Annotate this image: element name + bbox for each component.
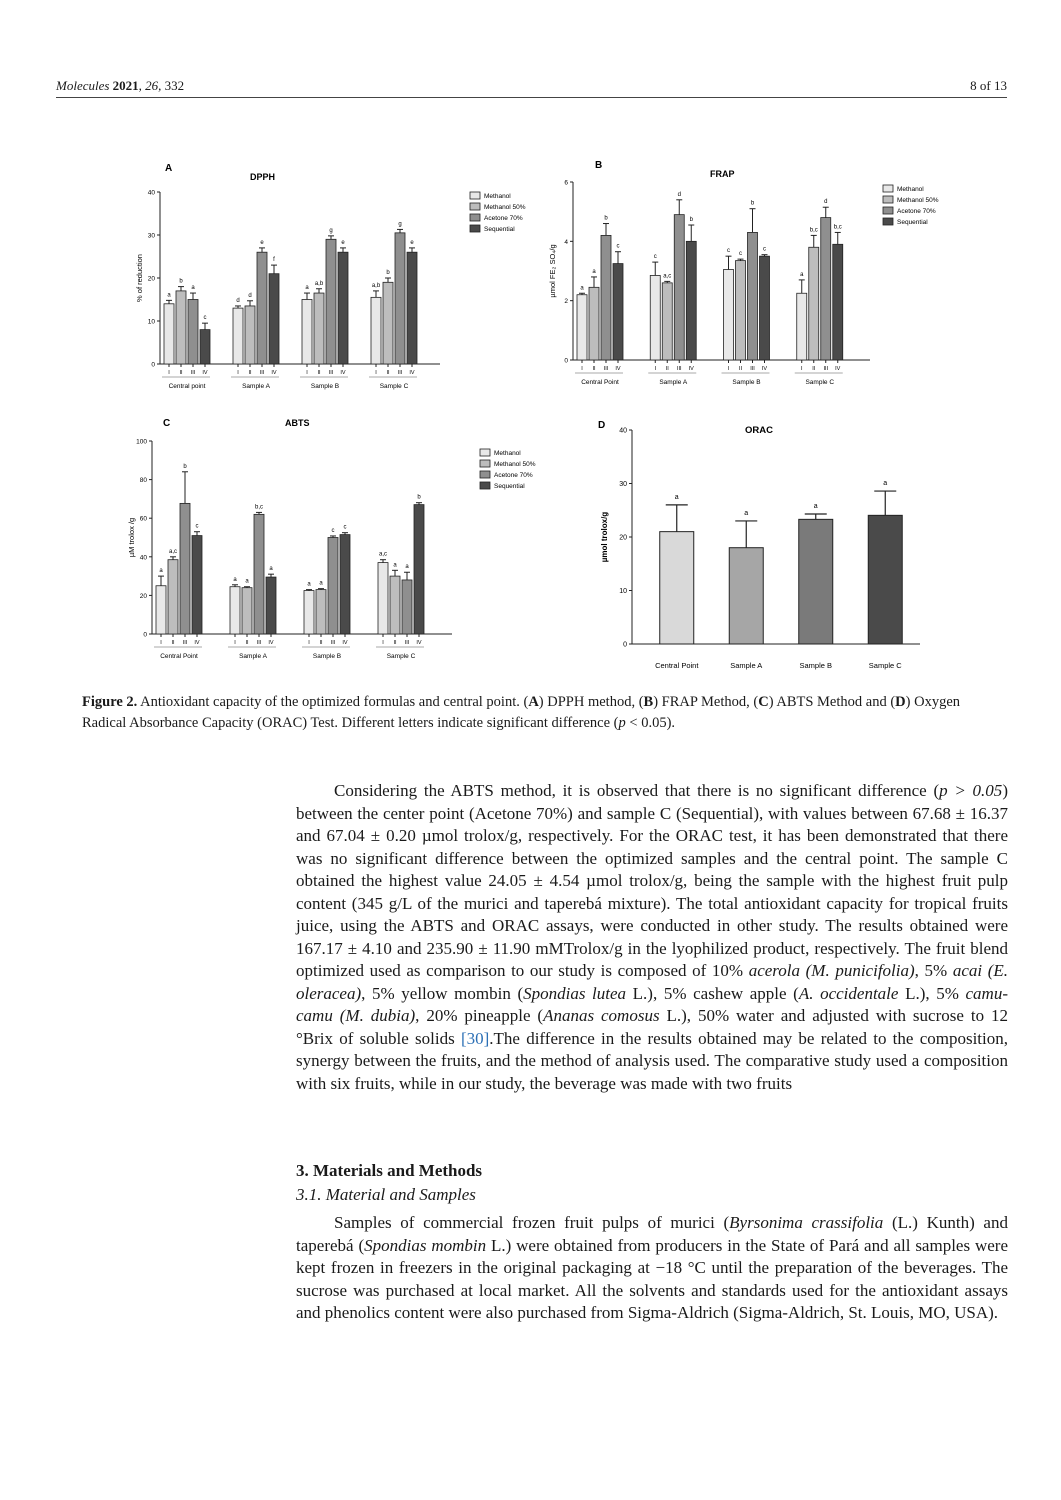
x-tick-label: III [259,370,265,376]
legend-swatch [480,482,490,489]
bar [242,588,252,634]
bar [662,283,672,360]
significance-letter: a [233,576,237,583]
y-tick-label: 4 [564,238,568,246]
x-tick-label: II [812,366,816,372]
significance-letter: a [167,292,171,299]
significance-letter: c [763,246,766,253]
y-tick-label: 0 [623,641,627,649]
x-tick-label: I [306,370,308,376]
x-tick-label: II [317,370,321,376]
x-tick-label: IV [615,366,621,372]
x-tick-label: II [386,370,390,376]
panel-letter: B [595,160,603,171]
bar [390,576,400,634]
y-tick-label: 60 [139,515,147,523]
significance-letter: c [331,527,335,534]
significance-letter: c [203,315,207,322]
significance-letter: a [744,509,749,517]
x-tick-label: IV [416,640,422,646]
legend-swatch [470,192,480,199]
journal-volume: 26 [145,78,159,93]
significance-letter: a [191,285,195,292]
y-axis-label: µM trolox /g [127,517,136,558]
bar [799,519,833,644]
bar [176,291,186,364]
y-tick-label: 20 [619,534,627,542]
x-tick-label: IV [271,370,277,376]
bar [371,297,381,364]
bar [257,252,267,364]
significance-letter: e [260,239,264,246]
group-label: Sample A [659,379,688,386]
bar [168,560,178,634]
y-tick-label: 30 [147,232,155,240]
bar [833,244,843,360]
significance-letter: c [616,243,620,250]
x-tick-label: III [256,640,262,646]
x-tick-label: IV [194,640,200,646]
bar [589,287,599,360]
bar [230,587,240,634]
legend-label: Sequential [897,219,928,226]
group-label: Sample C [386,653,416,660]
legend-label: Methanol 50% [897,197,939,204]
chart-panel-b-frap [548,160,975,405]
bar [266,577,276,634]
bar [724,270,734,360]
x-tick-label: III [182,640,188,646]
bar [254,514,264,634]
paragraph-1-text: Considering the ABTS method, it is observed that there is no significant difference (p > 0.05) between the center point (Acetone 70%) and sample C (Sequential), with values between 67.68 ± 16.37 and 67.04 ± 0.20 µmol trolox/g, respectively. For the ORAC test, it has been demonstrated that there was no significant difference between the optimized samples and the central point. The sample C obtained the highest value 24.05 ± 4.54 µmol trolox/g, being the sample with the highest fruit pulp content (345 g/L of the murici and taperebá mixture). The total antioxidant capacity for tropical fruits juice, using the ABTS and ORAC assays, were conducted in other study. The results obtained were 167.17 ± 4.10 and 235.90 ± 11.90 mMTrolox/g in the lyophilized product, respectively. The fruit blend optimized used as comparison to our study is composed of 10% acerola (M. punicifolia), 5% acai (E. oleracea), 5% yellow mombin (Spondias lutea L.), 5% cashew apple (A. occidentale L.), 5% camu-camu (M. dubia), 20% pineapple (Ananas comosus L.), 50% water and adjusted with sucrose to 12 °Brix of soluble solids [296,781,1008,1048]
x-tick-label: I [382,640,384,646]
chart-panel-d-orac [590,415,930,675]
x-tick-label: I [308,640,310,646]
bar [188,300,198,365]
y-tick-label: 20 [139,592,147,600]
x-tick-label: I [160,640,162,646]
x-tick-label: IV [342,640,348,646]
chart-panel-c-abts [127,415,560,675]
legend-label: Methanol 50% [484,204,526,211]
significance-letter: d [248,292,252,299]
bar [760,256,770,360]
significance-letter: b [750,200,755,207]
category-label: Sample C [868,661,902,670]
bar [402,580,412,634]
legend-swatch [883,185,893,192]
category-label: Sample A [730,661,763,670]
x-tick-label: III [676,366,682,372]
legend-label: Sequential [484,226,515,233]
significance-letter: b [183,463,187,470]
significance-letter: a,c [168,548,178,555]
y-axis-label: µmol trolox/g [600,511,609,563]
significance-letter: a,b [314,280,324,287]
significance-letter: a,c [663,273,672,280]
x-tick-label: IV [340,370,346,376]
group-label: Sample A [242,383,270,390]
bar [407,252,417,364]
bar [395,233,405,364]
legend-swatch [470,214,480,221]
group-label: Sample C [379,383,409,390]
page-number: 8 of 13 [970,78,1007,93]
section-heading: 3. Materials and Methods [296,1161,483,1180]
significance-letter: a [405,564,409,571]
legend-label: Acetone 70% [484,215,523,222]
significance-letter: e [410,239,414,246]
x-tick-label: II [245,640,249,646]
bar [414,505,424,634]
legend-label: Methanol [494,450,521,457]
significance-letter: b [386,270,390,276]
bar [809,247,819,360]
x-tick-label: II [592,366,596,372]
chart-title: ABTS [285,418,310,428]
legend-swatch [480,449,490,456]
y-tick-label: 0 [564,357,568,365]
bar [192,536,202,634]
y-tick-label: 40 [147,189,155,197]
significance-letter: b,c [254,504,264,511]
subsection-heading: 3.1. Material and Samples [296,1185,476,1204]
bar [314,293,324,364]
significance-letter: b,c [833,224,842,231]
category-label: Central Point [655,661,699,670]
bar [868,515,902,644]
bar [674,215,684,360]
bar [748,232,758,360]
significance-letter: a [305,285,309,292]
x-tick-label: III [603,366,609,372]
bar [304,591,314,634]
x-tick-label: III [404,640,410,646]
x-tick-label: I [375,370,377,376]
chart-panel-a-dpph [130,160,550,405]
significance-letter: c [739,251,742,258]
figure-caption-text: Antioxidant capacity of the optimized formulas and central point. (A) DPPH method, (B) FRAP Method, (C) ABTS Method and (D) Oxygen Radical Absorbance Capacity (ORAC) Test. Different letters indicate significant difference (p < 0.05). [82,694,961,731]
x-tick-label: IV [688,366,694,372]
x-tick-label: I [800,366,803,372]
significance-letter: b,c [809,227,818,234]
significance-letter: c [727,248,730,255]
x-tick-label: II [179,370,183,376]
legend-swatch [480,460,490,467]
significance-letter: b [417,494,421,501]
x-tick-label: III [190,370,196,376]
bar [797,293,807,360]
citation-link[interactable]: [30] [460,1028,490,1048]
significance-letter: g [329,227,333,234]
paragraph-1-end: .The difference in the results obtained may be related to the composition, synergy between the fruits, and the method of analysis used. The comparative study used a composition with six fruits, while in our study, the beverage was made with two fruits [296,1028,1009,1093]
x-tick-label: I [581,366,583,372]
significance-letter: a [813,502,818,510]
legend-label: Acetone 70% [897,208,936,215]
running-header-citation: Molecules 2021, 26, 332 [56,78,185,93]
legend-swatch [883,196,893,203]
x-tick-label: IV [761,366,768,372]
bar [613,264,623,360]
bar [326,239,336,364]
significance-letter: c [653,254,657,261]
significance-letter: a [592,268,596,275]
bar [601,235,611,360]
significance-letter: a [674,493,679,501]
legend-swatch [470,225,480,232]
bar [156,586,166,634]
group-label: Central point [168,383,206,390]
legend-label: Sequential [494,483,525,490]
group-label: Sample A [239,653,267,660]
y-axis-label: µmol FE₂ SO₄/g [548,244,557,298]
category-label: Sample B [799,661,833,670]
group-label: Sample B [312,653,342,660]
x-tick-label: I [237,370,239,376]
y-tick-label: 10 [619,588,627,595]
figure-label: Figure 2. [82,694,138,710]
bar [233,308,243,364]
significance-letter: g [398,221,402,228]
paragraph-materials [296,1212,1008,1325]
paragraph-3-text: Samples of commercial frozen fruit pulps of murici (Byrsonima crassifolia (L.) Kunth) and taperebá (Spondias mombin L.) were obtained from producers in the State of Pará and all samples were kept frozen in freezers in the original packaging at −18 °C until the preparation of the beverages. The sucrose was purchased at local market. All the solvents and standards used for the antioxidant assays and phenolics content were also purchased from Sigma-Aldrich (Sigma-Aldrich, St. Louis, MO, USA). [296,1213,1008,1322]
bar [660,532,694,644]
significance-letter: a,c [378,551,388,558]
bar [729,548,763,644]
y-tick-label: 80 [139,477,147,485]
x-tick-label: III [823,366,829,372]
y-tick-label: 0 [143,631,147,639]
chart-title: ORAC [745,425,773,436]
figure-caption [82,692,982,734]
header-rule [56,97,1007,98]
significance-letter: e [341,239,345,246]
bar [338,252,348,364]
significance-letter: b [179,278,183,285]
legend-swatch [480,471,490,478]
x-tick-label: III [397,370,403,376]
y-tick-label: 30 [619,481,627,488]
legend-label: Methanol [897,186,924,193]
panel-letter: C [163,418,171,429]
x-tick-label: III [328,370,334,376]
y-tick-label: 2 [564,298,568,306]
group-label: Central Point [160,653,198,660]
legend-label: Methanol [484,193,511,200]
significance-letter: d [236,297,240,304]
bar [821,218,831,360]
bar [302,300,312,365]
x-tick-label: I [168,370,170,376]
panel-letter: D [598,420,606,431]
x-tick-label: IV [202,370,208,376]
significance-letter: c [195,523,199,530]
y-tick-label: 10 [147,318,155,326]
significance-letter: a [580,285,584,292]
significance-letter: f [273,257,275,264]
bar [180,503,190,634]
significance-letter: a [245,578,249,585]
y-tick-label: 0 [151,361,155,369]
bar [378,563,388,634]
x-tick-label: II [393,640,397,646]
significance-letter: c [343,524,347,531]
legend-swatch [883,218,893,225]
bar [736,261,746,360]
y-tick-label: 6 [564,179,568,187]
legend-label: Acetone 70% [494,472,533,479]
legend-swatch [883,207,893,214]
journal-name: Molecules [56,78,110,93]
journal-year: 2021 [112,78,139,93]
significance-letter: a [800,271,804,278]
x-tick-label: III [330,640,336,646]
y-axis-label: % of reduction [135,254,144,302]
significance-letter: a [307,581,311,588]
bar [340,535,350,634]
significance-letter: a [159,568,163,575]
legend-swatch [470,203,480,210]
x-tick-label: I [727,366,730,372]
x-tick-label: II [171,640,175,646]
bar [577,295,587,360]
significance-letter: b [689,217,693,224]
x-tick-label: IV [835,366,841,372]
y-tick-label: 40 [619,427,627,435]
significance-letter: d [824,199,828,206]
bar [200,330,210,364]
bar [164,304,174,364]
significance-letter: a [393,562,397,569]
bar [328,538,338,635]
y-tick-label: 20 [147,275,155,283]
bar [650,275,660,360]
group-label: Sample B [310,383,340,390]
x-tick-label: II [738,366,743,372]
group-label: Central Point [581,379,619,386]
x-tick-label: IV [409,370,415,376]
x-tick-label: II [665,366,669,372]
y-tick-label: 100 [136,438,147,446]
bar [269,274,279,364]
group-label: Sample B [732,379,761,386]
significance-letter: a [883,480,888,488]
significance-letter: a [319,580,323,587]
x-tick-label: IV [268,640,274,646]
x-tick-label: III [750,366,755,372]
article-number: 332 [164,78,185,93]
chart-title: DPPH [250,172,276,182]
significance-letter: d [677,191,681,198]
significance-letter: b [604,215,608,222]
legend-label: Methanol 50% [494,461,536,468]
bar [383,282,393,364]
bar [316,590,326,634]
significance-letter: a,b [371,282,381,289]
bar [686,241,696,360]
x-tick-label: II [248,370,252,376]
x-tick-label: I [654,366,657,372]
group-label: Sample C [805,379,835,386]
significance-letter: a [269,566,273,573]
x-tick-label: II [319,640,323,646]
y-tick-label: 40 [139,554,147,562]
x-tick-label: I [234,640,236,646]
panel-letter: A [165,163,173,174]
paragraph-abts-orac [296,780,1008,1095]
chart-title: FRAP [710,169,735,179]
bar [245,306,255,364]
